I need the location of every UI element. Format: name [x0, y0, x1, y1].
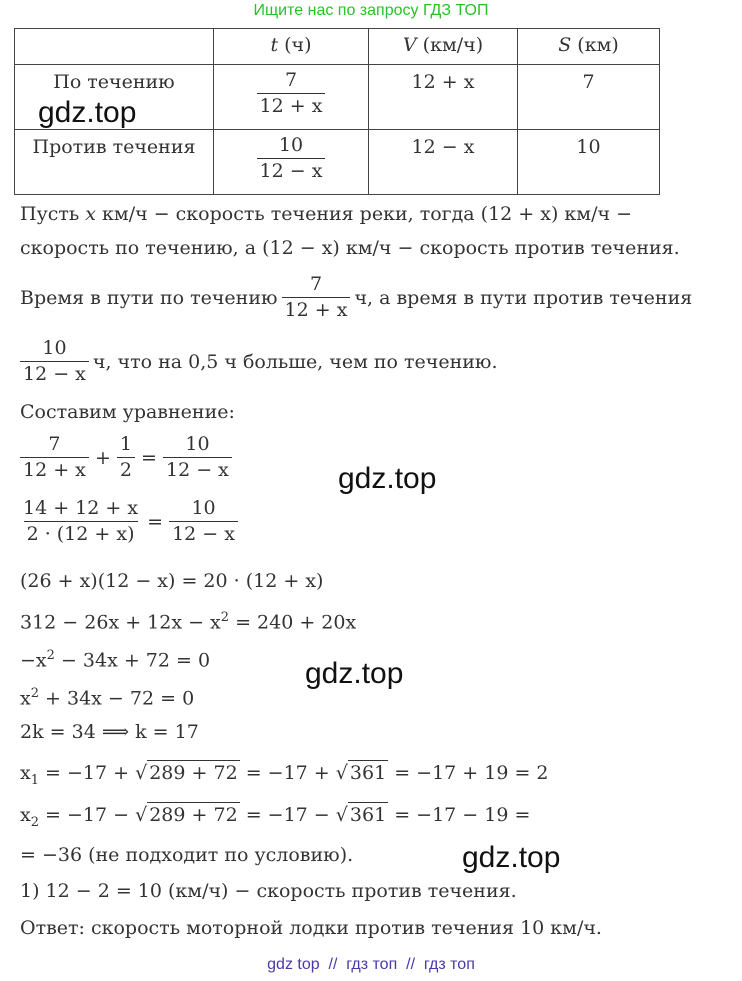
watermark: gdz.top: [38, 96, 137, 129]
time-cell: $\frac{7}{12 + x}$: [214, 65, 369, 130]
watermark: gdz.top: [462, 841, 561, 874]
time-cell: $\frac{10}{12 - x}$: [214, 130, 369, 195]
equation-line: 2k = 34 ⟹ k = 17: [20, 721, 199, 743]
sqrt-sign: √: [135, 804, 148, 826]
sqrt-sign: √: [335, 804, 348, 826]
solution-text-line: Составим уравнение:: [20, 401, 235, 423]
header-distance: S (км): [518, 29, 660, 65]
distance-cell: 7: [518, 65, 660, 130]
equation-line: $x_2 = -17$ − √ 289 + 72 = −17 − √ 361 = −17 − 19 =: [20, 804, 531, 830]
speed-cell: 12 + x: [369, 65, 518, 130]
speed-cell: 12 − x: [369, 130, 518, 195]
solution-text-line: Время в пути по течению $\frac{7}{12 + x}$ ч, а время в пути против течения: [20, 273, 693, 321]
equation-line: $x^2 + 34x - 72 = 0$: [20, 686, 195, 710]
equation-line: (26 + x)(12 − x) = 20 · (12 + x): [20, 570, 324, 592]
top-promo-link[interactable]: Ищите нас по запросу ГДЗ ТОП: [253, 2, 489, 19]
equation-line: $-x^2 - 34x + 72 = 0$: [20, 648, 211, 672]
row-label: По течению: [15, 65, 214, 130]
solution-text-line: скорость по течению, а (12 − x) км/ч − скорость против течения.: [20, 237, 680, 259]
watermark: gdz.top: [305, 657, 404, 690]
header-time: t (ч): [214, 29, 369, 65]
bottom-promo-link[interactable]: gdz top // гдз топ // гдз топ: [267, 956, 475, 973]
table-corner-cell: [15, 29, 214, 65]
row-label: Против течения: [15, 130, 214, 195]
solution-text-line: $\frac{10}{12 - x}$ ч, что на 0,5 ч больше, чем по течению.: [20, 336, 498, 387]
equation-line: $312 - 26x + 12x - x^2 = 240 + 20x$: [20, 610, 357, 634]
sqrt-sign: √: [335, 762, 348, 784]
solution-text-line: Пусть x км/ч − скорость течения реки, тогда (12 + x) км/ч −: [20, 203, 633, 225]
solution-step: 1) 12 − 2 = 10 (км/ч) − скорость против течения.: [20, 880, 517, 902]
distance-cell: 10: [518, 130, 660, 195]
equation-line: $\frac{14 + 12 + x}{2 \cdot (12 + x)}$ = $\frac{10}{12 - x}$: [20, 496, 238, 547]
watermark: gdz.top: [338, 462, 437, 495]
equation-line: $x_1 = -17$ + √ 289 + 72 = −17 + √ 361 = −17 + 19 = 2: [20, 762, 549, 788]
sqrt-sign: √: [135, 762, 148, 784]
table-row: [15, 130, 660, 195]
equation-line: = −36 (не подходит по условию).: [20, 844, 354, 866]
answer-line: Ответ: скорость моторной лодки против течения 10 км/ч.: [20, 917, 602, 939]
equation-line: $\frac{7}{12 + x}$ + $\frac{1}{2}$ = $\frac{10}{12 - x}$: [20, 432, 232, 483]
header-speed: V (км/ч): [369, 29, 518, 65]
